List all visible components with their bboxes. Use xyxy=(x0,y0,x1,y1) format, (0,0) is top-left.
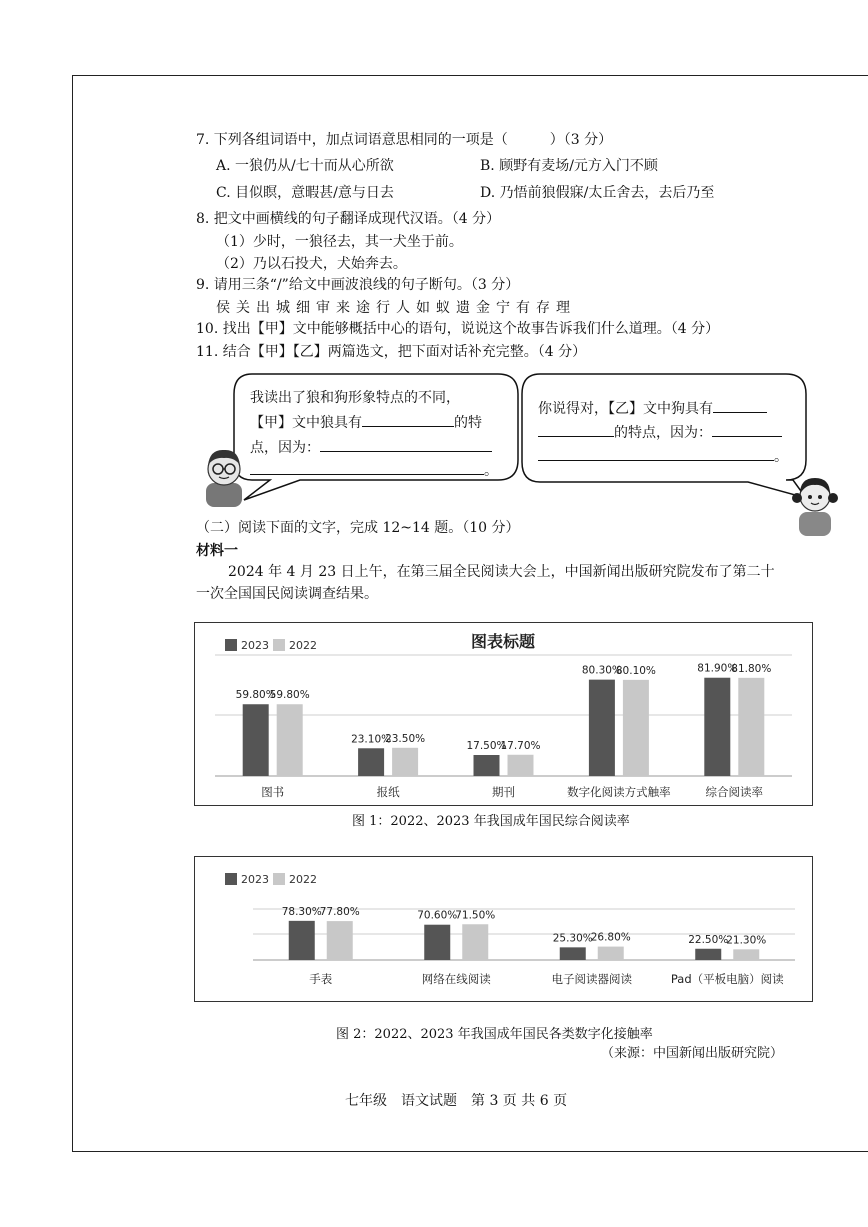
question-10: 10. 找出【甲】文中能够概括中心的语句，说说这个故事告诉我们什么道理。（4 分） xyxy=(196,321,720,337)
left-bubble-line3: 点，因为： xyxy=(250,437,492,457)
bar-2022-4 xyxy=(738,678,764,776)
data-label-2022-1: 71.50% xyxy=(455,909,496,922)
data-label-2022-4: 81.80% xyxy=(731,662,772,675)
chart-2-frame xyxy=(194,856,813,1002)
q8-sentence-1: （1）少时，一狼径去，其一犬坐于前。 xyxy=(216,234,463,250)
chart-2-caption: 图 2：2022、2023 年我国成年国民各类数字化接触率 xyxy=(336,1027,653,1042)
legend-swatch-2023 xyxy=(225,639,237,651)
data-label-2023-2: 25.30% xyxy=(552,932,593,945)
bar-2023-2 xyxy=(560,947,586,960)
category-label-1: 报纸 xyxy=(376,785,400,799)
data-label-2023-3: 80.30% xyxy=(581,664,622,677)
data-label-2023-2: 17.50% xyxy=(466,740,507,752)
legend-label-2022: 2022 xyxy=(289,639,317,652)
data-label-2022-1: 23.50% xyxy=(385,732,426,745)
legend-label-2022: 2022 xyxy=(289,873,317,886)
source-note: （来源：中国新闻出版研究院） xyxy=(601,1046,784,1061)
chart-1 xyxy=(195,623,812,805)
bar-2023-0 xyxy=(243,704,269,776)
bar-2023-2 xyxy=(474,755,500,776)
question-11: 11. 结合【甲】【乙】两篇选文，把下面对话补充完整。（4 分） xyxy=(196,344,587,360)
data-label-2023-0: 59.80% xyxy=(235,689,276,702)
bar-2023-0 xyxy=(289,921,315,960)
data-label-2022-3: 21.30% xyxy=(726,934,767,947)
data-label-2023-0: 78.30% xyxy=(281,905,322,918)
bar-2022-1 xyxy=(462,924,488,960)
category-label-0: 手表 xyxy=(309,972,333,986)
section-2-heading: （二）阅读下面的文字，完成 12~14 题。（10 分） xyxy=(196,520,520,536)
data-label-2023-3: 22.50% xyxy=(688,933,729,946)
category-label-1: 网络在线阅读 xyxy=(421,972,491,986)
bar-2022-2 xyxy=(598,947,624,960)
data-label-2023-1: 23.10% xyxy=(351,733,392,746)
legend-swatch-2022 xyxy=(273,639,285,651)
bar-2022-2 xyxy=(508,755,534,776)
q7-option-c: C. 目似瞑，意暇甚/意与日去 xyxy=(216,185,394,201)
question-8: 8. 把文中画横线的句子翻译成现代汉语。（4 分） xyxy=(196,211,501,227)
legend-swatch-2022 xyxy=(273,873,285,885)
girl-illustration xyxy=(790,472,840,536)
bar-2023-4 xyxy=(704,678,730,776)
right-bubble-line2: 的特点，因为： xyxy=(538,422,782,442)
data-label-2022-0: 59.80% xyxy=(269,689,310,702)
material-1-line1: 2024 年 4 月 23 日上午，在第三届全民阅读大会上，中国新闻出版研究院发布了第二十 xyxy=(228,564,775,580)
data-label-2022-0: 77.80% xyxy=(319,906,360,919)
left-bubble-line2: 【甲】文中狼具有 的特 xyxy=(250,412,482,432)
legend-label-2023: 2023 xyxy=(241,639,269,652)
q7-option-b: B. 顾野有麦场/元方入门不顾 xyxy=(480,158,658,174)
category-label-0: 图书 xyxy=(261,785,285,799)
category-label-4: 综合阅读率 xyxy=(705,785,764,799)
material-1-line2: 一次全国国民阅读调查结果。 xyxy=(196,586,378,602)
chart-title: 图表标题 xyxy=(470,632,536,651)
bar-2023-1 xyxy=(424,925,450,960)
data-label-2023-4: 81.90% xyxy=(697,662,738,675)
data-label-2022-3: 80.10% xyxy=(615,664,656,677)
bar-2023-3 xyxy=(695,949,721,960)
q8-sentence-2: （2）乃以石投犬，犬始奔去。 xyxy=(216,256,407,272)
material-1-label: 材料一 xyxy=(196,543,238,559)
data-label-2022-2: 17.70% xyxy=(500,739,541,752)
legend-swatch-2023 xyxy=(225,873,237,885)
chart-1-caption: 图 1：2022、2023 年我国成年国民综合阅读率 xyxy=(352,814,630,829)
bar-2023-3 xyxy=(589,680,615,776)
category-label-2: 电子阅读器阅读 xyxy=(551,972,632,986)
question-7: 7. 下列各组词语中，加点词语意思相同的一项是（ ）（3 分） xyxy=(196,132,613,148)
bar-2022-0 xyxy=(327,921,353,960)
chart-1-frame xyxy=(194,622,813,806)
left-bubble-line1: 我读出了狼和狗形象特点的不同， xyxy=(250,390,460,406)
category-label-3: Pad（平板电脑）阅读 xyxy=(670,972,784,986)
page-footer: 七年级 语文试题 第 3 页 共 6 页 xyxy=(345,1093,568,1109)
chart-2 xyxy=(195,857,812,1001)
q7-option-d: D. 乃悟前狼假寐/太丘舍去，去后乃至 xyxy=(480,185,715,201)
left-bubble-line4: 。 xyxy=(250,460,498,480)
bar-2022-0 xyxy=(277,704,303,776)
right-bubble-line3: 。 xyxy=(538,446,788,466)
legend-label-2023: 2023 xyxy=(241,873,269,886)
boy-illustration xyxy=(200,445,248,507)
q7-option-a: A. 一狼仍从/七十而从心所欲 xyxy=(216,158,394,174)
bar-2022-3 xyxy=(733,949,759,960)
category-label-2: 期刊 xyxy=(492,785,515,799)
q9-sentence: 侯关出城细审来途行人如蚁遗金宁有存理 xyxy=(216,300,576,316)
question-9: 9. 请用三条“/”给文中画波浪线的句子断句。（3 分） xyxy=(196,277,520,293)
bar-2023-1 xyxy=(358,748,384,776)
bar-2022-3 xyxy=(623,680,649,776)
data-label-2023-1: 70.60% xyxy=(417,909,458,922)
right-bubble-line1: 你说得对，【乙】文中狗具有 xyxy=(538,398,767,418)
bar-2022-1 xyxy=(392,748,418,776)
data-label-2022-2: 26.80% xyxy=(590,931,631,944)
category-label-3: 数字化阅读方式触率 xyxy=(567,785,671,799)
